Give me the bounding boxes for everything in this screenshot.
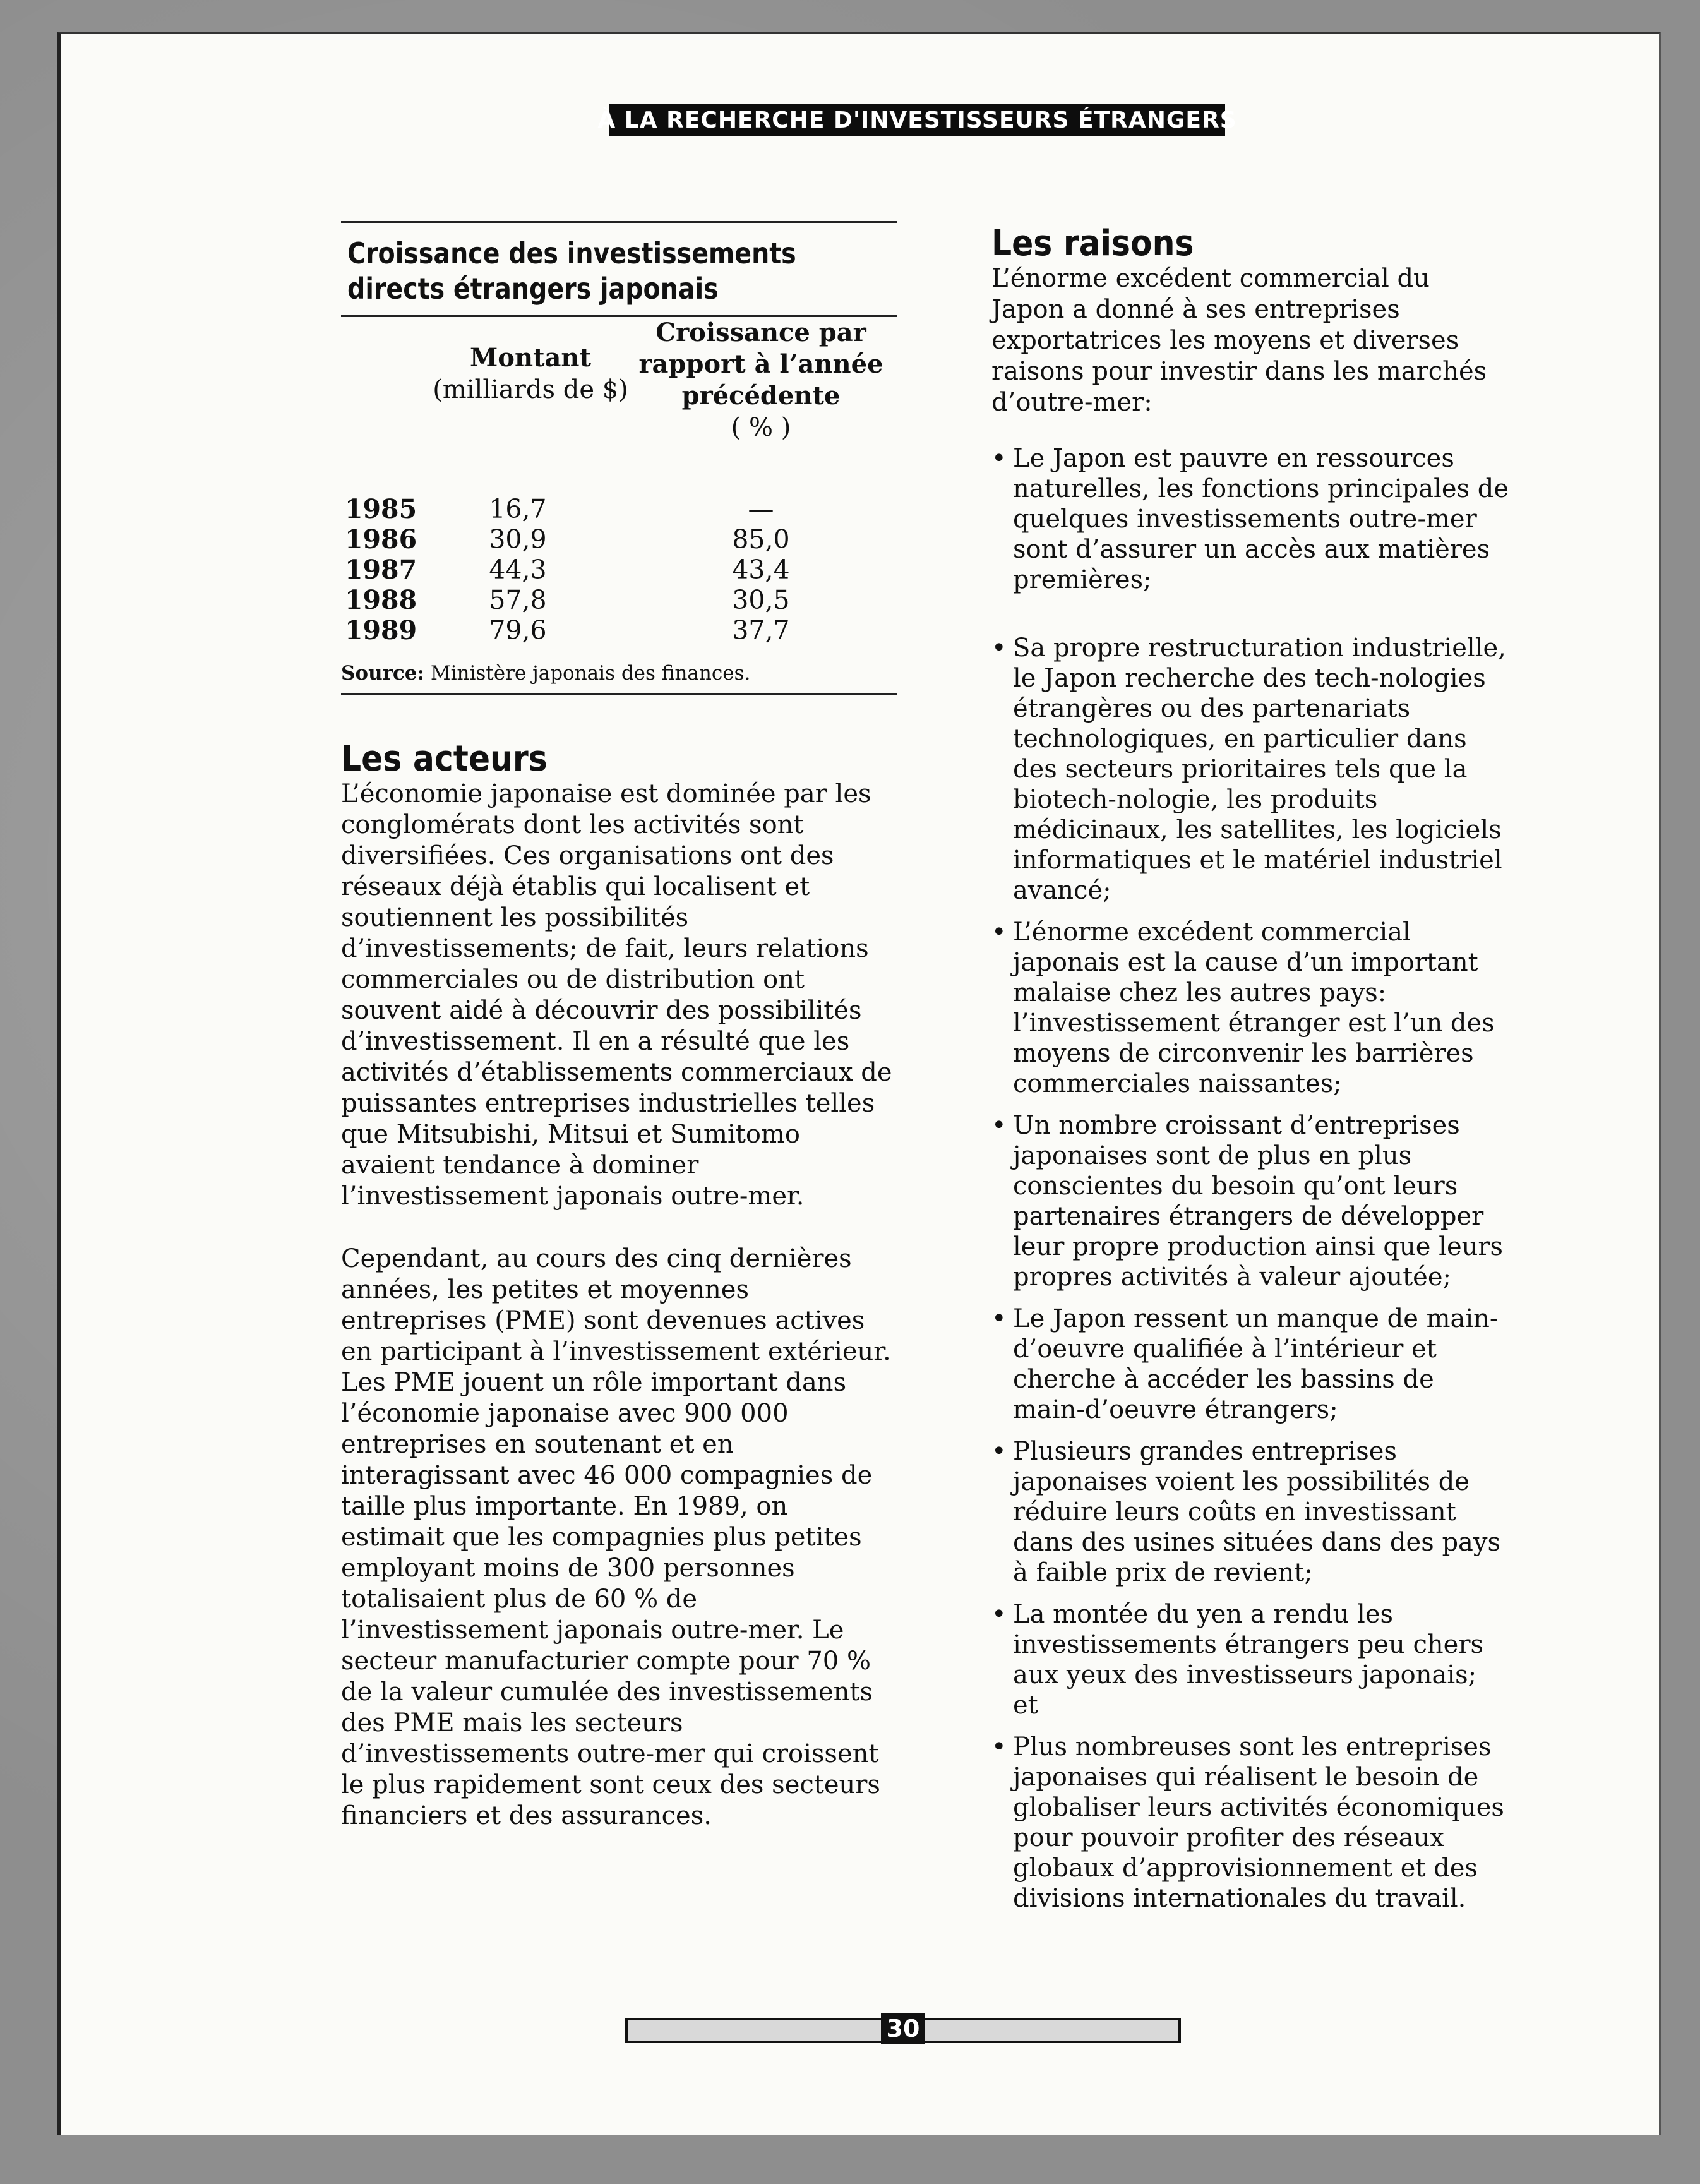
list-item: • Plusieurs grandes entreprises japonaises voient les possibilités de réduire leurs coûts en investissant dans des usines situées dans des pays à faible prix de revient;: [991, 1436, 1509, 1588]
table-bottom-rule: [341, 693, 897, 695]
list-item: • L’énorme excédent commercial japonais est la cause d’un important malaise chez les autres pays: l’investissement étranger est l’un des moyens de circonvenir les barrières commerciales naissantes;: [991, 917, 1509, 1099]
table-body: [341, 494, 897, 645]
row-amount: 30,9: [489, 524, 547, 555]
list-item: • Un nombre croissant d’entreprises japonaises sont de plus en plus conscientes du besoin qu’ont leurs partenaires étrangers de développer leur propre production ainsi que leurs propres activités à valeur ajoutée;: [991, 1110, 1509, 1292]
source-text: Ministère japonais des finances.: [424, 662, 751, 685]
list-item: • La montée du yen a rendu les investissements étrangers peu chers aux yeux des investisseurs japonais; et: [991, 1599, 1509, 1720]
table-title: Croissance des investissements directs étrangers japonais: [347, 236, 796, 306]
row-growth: 43,4: [732, 555, 790, 585]
source-label: Source:: [341, 662, 424, 685]
list-item: • Sa propre restructuration industrielle, le Japon recherche des tech-nologies étrangères ou des partenariats technologiques, en particulier dans des secteurs prioritaires tels que la biotech-nologie, les produits médicinaux, les satellites, les logiciels informatiques et le matériel industriel avancé;: [991, 633, 1509, 906]
paragraph: Cependant, au cours des cinq dernières années, les petites et moyennes entreprises (PME) sont devenues actives en participant à l’investissement extérieur. Les PME jouent un rôle important dans l’économie japonaise avec 900 000 entreprises en soutenant et en interagissant avec 46 000 compagnies de taille plus importante. En 1989, on estimait que les compagnies plus petites employant moins de 300 personnes totalisaient plus de 60 % de l’investissement japonais outre-mer. Le secteur manufacturier compte pour 70 % de la valeur cumulée des investissements des PME mais les secteurs d’investissements outre-mer qui croissent le plus rapidement sont ceux des secteurs financiers et des assurances.: [341, 1244, 891, 1830]
row-growth: —: [748, 494, 774, 524]
row-year: 1986: [345, 524, 417, 555]
column-header-amount-title: Montant: [470, 343, 591, 373]
row-amount: 79,6: [489, 615, 547, 645]
section-acteurs: [341, 740, 897, 1832]
column-header-amount: [429, 342, 632, 405]
row-growth: 85,0: [732, 524, 790, 555]
column-header-growth-title: Croissance par rapport à l’année précédente: [638, 318, 883, 411]
column-header-growth: [638, 317, 884, 443]
reasons-list: [991, 443, 1509, 1914]
left-column: [341, 221, 897, 1832]
row-year: 1985: [345, 494, 417, 524]
section-heading-acteurs: Les acteurs: [341, 738, 548, 779]
table-row: [341, 615, 897, 645]
intro-paragraph: L’énorme excédent commercial du Japon a donné à ses entreprises exportatrices les moyens et diverses raisons pour investir dans les marchés d’outre-mer:: [991, 264, 1487, 417]
table-top-rule: [341, 221, 897, 223]
right-column: [991, 224, 1509, 1914]
investment-table: [341, 221, 897, 695]
section-heading-raisons: Les raisons: [991, 223, 1194, 264]
row-amount: 57,8: [489, 585, 547, 615]
list-item: • Plus nombreuses sont les entreprises japonaises qui réalisent le besoin de globaliser leurs activités économiques pour pouvoir profiter des réseaux globaux d’approvisionnement et des divisions internationales du travail.: [991, 1732, 1509, 1914]
list-item: • Le Japon est pauvre en ressources naturelles, les fonctions principales de quelques investissements outre-mer sont d’assurer un accès aux matières premières;: [991, 443, 1509, 595]
table-column-headers: [341, 317, 897, 481]
row-amount: 16,7: [489, 494, 547, 524]
table-source: [341, 662, 897, 685]
table-row: [341, 555, 897, 585]
list-item: • Le Japon ressent un manque de main-d’oeuvre qualifiée à l’intérieur et cherche à accéder les bassins de main-d’oeuvre étrangers;: [991, 1304, 1509, 1425]
page-number: 30: [881, 2013, 925, 2044]
row-growth: 37,7: [732, 615, 790, 645]
table-row: [341, 524, 897, 555]
row-amount: 44,3: [489, 555, 547, 585]
row-growth: 30,5: [732, 585, 790, 615]
row-year: 1989: [345, 615, 417, 645]
row-year: 1988: [345, 585, 417, 615]
column-header-growth-unit: ( % ): [731, 413, 791, 442]
table-row: [341, 494, 897, 524]
row-year: 1987: [345, 555, 417, 585]
table-row: [341, 585, 897, 615]
column-header-amount-unit: (milliards de $): [433, 375, 628, 404]
running-header: À LA RECHERCHE D'INVESTISSEURS ÉTRANGERS: [609, 104, 1225, 136]
paragraph: L’économie japonaise est dominée par les conglomérats dont les activités sont diversifiées. Ces organisations ont des réseaux déjà établis qui localisent et soutiennent les possibilités d’investissements; de fait, leurs relations commerciales ou de distribution ont souvent aidé à découvrir des possibilités d’investissement. Il en a résulté que les activités d’établissements commerciaux de puissantes entreprises industrielles telles que Mitsubishi, Mitsui et Sumitomo avaient tendance à dominer l’investissement japonais outre-mer.: [341, 779, 892, 1211]
